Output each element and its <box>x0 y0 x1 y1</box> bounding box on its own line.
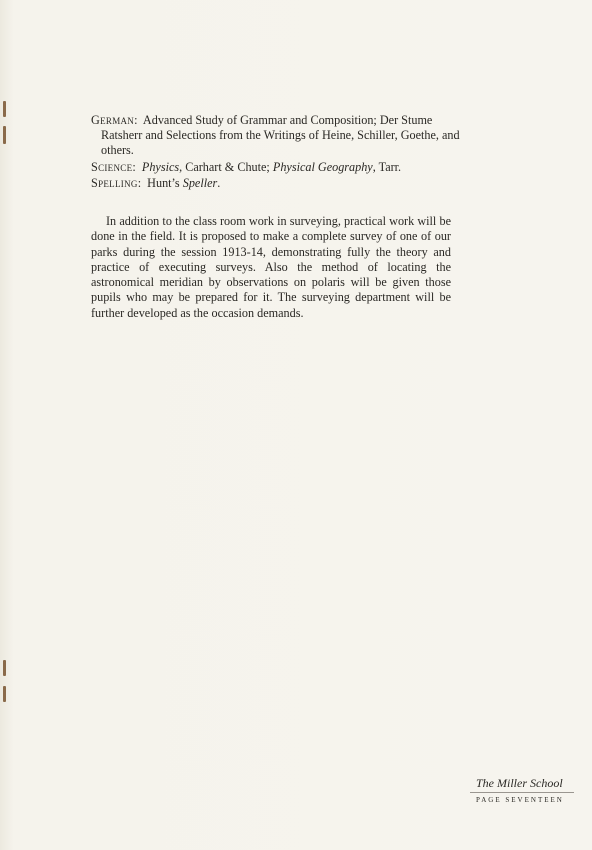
science-author-1: , Carhart & Chute; <box>179 159 273 174</box>
binding-mark-top-1 <box>3 101 6 117</box>
binding-mark-top-2 <box>3 126 6 144</box>
subject-label-science: Science <box>91 159 133 174</box>
subject-spelling: Spelling: Hunt’s Speller. <box>91 175 221 190</box>
science-book-1: Physics <box>141 159 180 174</box>
subject-science: Science: Physics, Carhart & Chute; Physical Geography, Tarr. <box>91 159 402 174</box>
page-footer <box>470 776 574 804</box>
footer-school-name: The Miller School <box>470 776 574 793</box>
binding-mark-bottom-1 <box>3 660 6 676</box>
subject-list <box>91 113 463 192</box>
spelling-period: . <box>217 175 221 190</box>
footer-page-number: PAGE SEVENTEEN <box>476 796 564 804</box>
binding-mark-bottom-2 <box>3 686 6 702</box>
subject-label-spelling: Spelling <box>91 175 138 190</box>
subject-label-german: German <box>91 113 135 127</box>
spelling-author: Hunt’s <box>147 175 183 190</box>
subject-german: German: Advanced Study of Grammar and Composition; Der Stume Ratsherr and Selections from the Writings of Heine, Schiller, Goethe, and others. <box>91 113 460 158</box>
surveying-paragraph: In addition to the class room work in surveying, practical work will be done in the field. It is proposed to make a complete survey of one of our parks during the session 1913-14, demonstrating fully the theory and practice of executing surveys. Also the method of locating the astronomical meridian by observations on polaris will be given those pupils who may be prepared for it. The surveying department will be further developed as the occasion demands. <box>91 214 451 320</box>
subject-text-german: Advanced Study of Grammar and Composition; Der Stume Ratsherr and Selections from the Writings of Heine, Schiller, Goethe, and others. <box>101 113 460 158</box>
spelling-book: Speller <box>182 175 218 190</box>
science-book-2: Physical Geography <box>272 159 373 174</box>
science-author-2: , Tarr. <box>372 159 402 174</box>
